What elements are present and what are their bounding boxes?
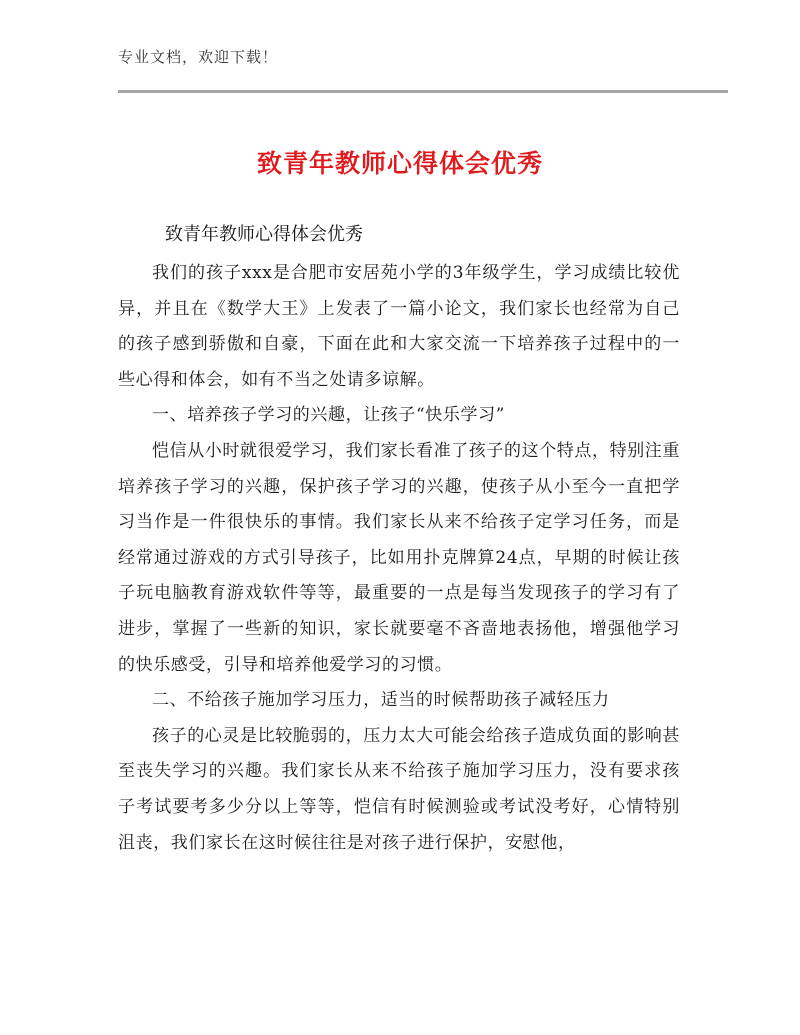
section-heading-1: 一、培养孩子学习的兴趣，让孩子“快乐学习” — [152, 405, 505, 426]
document-subtitle: 致青年教师心得体会优秀 — [165, 224, 363, 245]
paragraph-intro: 我们的孩子xxx是合肥市安居苑小学的3年级学生，学习成绩比较优异，并且在《数学大王》上发表了一篇小论文，我们家长也经常为自己的孩子感到骄傲和自豪，下面在此和大家交流一下培养孩子过程中的一些心得和体会，如有不当之处请多谅解。 — [118, 263, 680, 390]
document-body — [118, 256, 680, 861]
header-divider — [118, 90, 728, 93]
document-title: 致青年教师心得体会优秀 — [256, 149, 543, 178]
paragraph-section-2: 孩子的心灵是比较脆弱的，压力太大可能会给孩子造成负面的影响甚至丧失学习的兴趣。我们家长从来不给孩子施加学习压力，没有要求孩子考试要考多少分以上等等，恺信有时候测验或考试没考好，心情特别沮丧，我们家长在这时候往往是对孩子进行保护，安慰他， — [118, 725, 680, 853]
section-heading-2: 二、不给孩子施加学习压力，适当的时候帮助孩子减轻压力 — [152, 690, 610, 711]
paragraph-section-1: 恺信从小时就很爱学习，我们家长看准了孩子的这个特点，特别注重培养孩子学习的兴趣，保护孩子学习的兴趣，使孩子从小至今一直把学习当作是一件很快乐的事情。我们家长从来不给孩子定学习任务，而是经常通过游戏的方式引导孩子，比如用扑克牌算24点，早期的时候让孩子玩电脑教育游戏软件等等，最重要的一点是每当发现孩子的学习有了进步，掌握了一些新的知识，家长就要毫不吝啬地表扬他，增强他学习的快乐感受，引导和培养他爱学习的习惯。 — [118, 440, 680, 675]
header-note: 专业文档，欢迎下载！ — [118, 48, 279, 66]
